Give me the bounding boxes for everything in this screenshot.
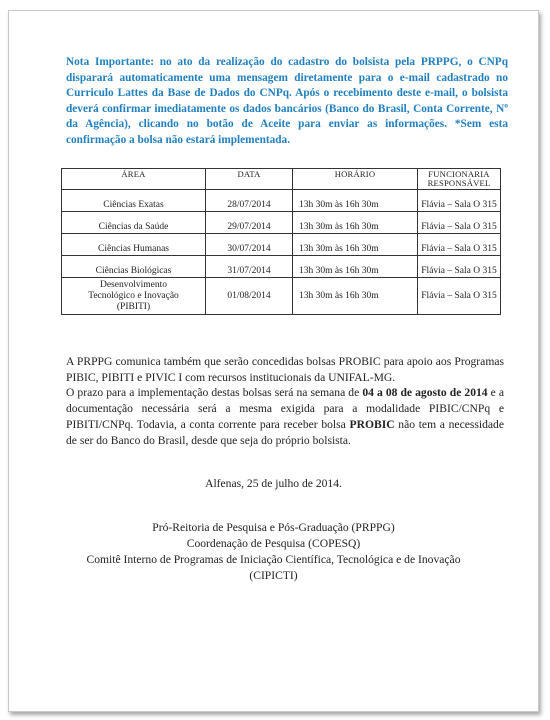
cell-time: 13h 30m às 16h 30m	[293, 190, 418, 212]
cell-date: 28/07/2014	[206, 190, 293, 212]
signature-line-1: Pró-Reitoria de Pesquisa e Pós-Graduação (PRPPG)	[152, 521, 395, 534]
deadline-text-start: O prazo para a implementação destas bolsas será na semana de	[66, 386, 363, 400]
header-responsible-line2: RESPONSÁVEL	[427, 178, 491, 188]
table-row	[62, 190, 501, 212]
deadline-text-end: não tem a necessidade de ser do Banco do Brasil, desde que seja do próprio bolsista.	[66, 417, 504, 447]
announcement-body	[66, 354, 504, 448]
cell-time: 13h 30m às 16h 30m	[293, 256, 418, 278]
cell-responsible: Flávia – Sala O 315	[418, 190, 501, 212]
cell-date: 30/07/2014	[206, 234, 293, 256]
cell-responsible: Flávia – Sala O 315	[418, 212, 501, 234]
header-area: ÁREA	[62, 169, 206, 190]
cell-date: 01/08/2014	[206, 278, 293, 315]
deadline-text-middle: e a documentação necessária será a mesma exigida para a modalidade PIBIC/CNPq e PIBITI/CNPq. Todavia, a conta corrente para receber bolsa	[66, 386, 505, 431]
probic-emphasis: PROBIC	[349, 417, 395, 431]
cell-responsible: Flávia – Sala O 315	[418, 234, 501, 256]
cell-area-line1: Desenvolvimento	[99, 279, 167, 290]
cell-time: 13h 30m às 16h 30m	[293, 212, 418, 234]
signature-line-2: Coordenação de Pesquisa (COPESQ)	[186, 537, 361, 550]
cell-time: 13h 30m às 16h 30m	[293, 234, 418, 256]
cell-area: Ciências da Saúde	[62, 212, 206, 234]
cell-area-line2: Tecnológico e Inovação	[88, 290, 179, 301]
signature-line-4: (CIPICTI)	[249, 569, 298, 582]
document-page	[8, 10, 539, 712]
cell-area: Ciências Exatas	[62, 190, 206, 212]
cell-time: 13h 30m às 16h 30m	[293, 278, 418, 315]
header-date: DATA	[206, 169, 293, 190]
table-row	[62, 256, 501, 278]
table-row	[62, 212, 501, 234]
header-responsible-line1: FUNCIONARIA	[428, 169, 490, 179]
header-time: HORÁRIO	[293, 169, 418, 190]
paragraph-probic: A PRPPG comunica também que serão concedidas bolsas PROBIC para apoio aos Programas PIBIC, PIBITI e PIVIC I com recursos institucionais da UNIFAL-MG.	[66, 355, 504, 384]
cell-area: Ciências Humanas	[62, 234, 206, 256]
schedule-table	[61, 168, 501, 315]
notice-label: Nota Importante:	[66, 56, 154, 68]
signature-block	[9, 520, 538, 584]
cell-area-line3: (PIBITI)	[116, 301, 151, 312]
table-row	[62, 278, 501, 315]
cell-date: 31/07/2014	[206, 256, 293, 278]
table-header-row	[62, 169, 501, 190]
table-row	[62, 234, 501, 256]
paragraph-deadline	[66, 385, 504, 448]
cell-date: 29/07/2014	[206, 212, 293, 234]
notice-text: no ato da realização do cadastro do bolsista pela PRPPG, o CNPq disparará automaticamente uma mensagem diretamente para o e-mail cadastrado no Curriculo Lattes da Base de Dados do CNPq. Após o recebimento deste e-mail, o bolsista deverá confirmar imediatamente os dados bancários (Banco do Brasil, Conta Corrente, Nº da Agência), clicando no botão de Aceite para enviar as informações. *Sem esta confirmação a bolsa não estará implementada.	[66, 56, 508, 146]
cell-responsible: Flávia – Sala O 315	[418, 256, 501, 278]
dateline: Alfenas, 25 de julho de 2014.	[205, 477, 342, 490]
deadline-dates: 04 a 08 de agosto de 2014	[362, 386, 488, 400]
cell-area: Ciências Biológicas	[62, 256, 206, 278]
header-responsible	[418, 169, 501, 190]
cell-responsible: Flávia – Sala O 315	[418, 278, 501, 315]
signature-line-3: Comitê Interno de Programas de Iniciação Científica, Tecnológica e de Inovação	[86, 553, 461, 566]
important-notice	[66, 55, 508, 149]
cell-area	[62, 278, 206, 315]
